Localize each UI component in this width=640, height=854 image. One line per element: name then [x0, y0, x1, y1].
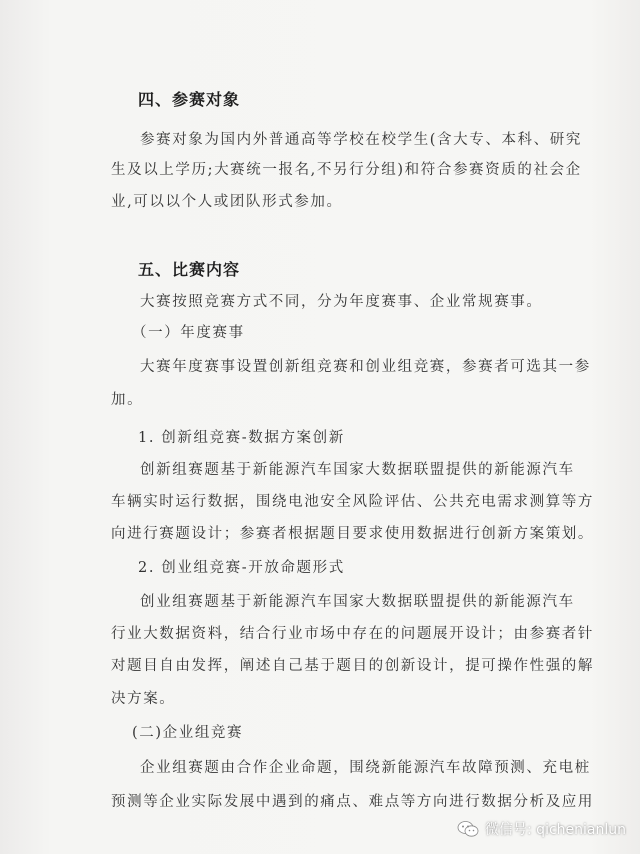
subheading-line: 1. 创新组竞赛-数据方案创新	[138, 430, 345, 446]
subheading-line: （一）年度赛事	[132, 325, 245, 341]
paragraph-line: 加。	[111, 392, 144, 408]
paragraph-line: 业,可以以个人或团队形式参加。	[111, 194, 343, 210]
subheading-line: 2. 创业组竞赛-开放命题形式	[138, 560, 345, 576]
paragraph-line: 企业组赛题由合作企业命题，围绕新能源汽车故障预测、充电桩	[140, 760, 591, 776]
paragraph-line: 创业组赛题基于新能源汽车国家大数据联盟提供的新能源汽车	[140, 594, 575, 610]
paragraph-line: 车辆实时运行数据，围绕电池安全风险评估、公共充电需求测算等方	[111, 494, 594, 510]
paragraph-line: 行业大数据资料，结合行业市场中存在的问题展开设计；由参赛者针	[111, 626, 594, 642]
wechat-icon	[457, 820, 479, 838]
paragraph-line: 对题目自由发挥，阐述自己基于题目的创新设计，提可操作性强的解	[111, 658, 594, 674]
paragraph-line: 大赛按照竞赛方式不同，分为年度赛事、企业常规赛事。	[140, 294, 543, 310]
paragraph-line: 创新组赛题基于新能源汽车国家大数据联盟提供的新能源汽车	[140, 462, 575, 478]
paragraph-line: 大赛年度赛事设置创新组竞赛和创业组竞赛，参赛者可选其一参	[140, 359, 591, 375]
section-heading-content: 五、比赛内容	[138, 260, 241, 279]
watermark-text: 微信号: qichenianlun	[485, 822, 626, 838]
paragraph-line: 预测等企业实际发展中遇到的痛点、难点等方向进行数据分析及应用	[111, 794, 594, 810]
subheading-line: (二)企业组竞赛	[132, 725, 244, 741]
paragraph-line: 参赛对象为国内外普通高等学校在校学生(含大专、本科、研究	[140, 132, 582, 148]
paragraph-line: 生及以上学历;大赛统一报名,不另行分组)和符合参赛资质的社会企	[111, 162, 582, 178]
wechat-watermark	[457, 818, 626, 840]
paragraph-line: 决方案。	[111, 691, 176, 707]
paragraph-line: 向进行赛题设计；参赛者根据题目要求使用数据进行创新方案策划。	[111, 526, 594, 542]
section-heading-participants: 四、参赛对象	[138, 90, 241, 109]
